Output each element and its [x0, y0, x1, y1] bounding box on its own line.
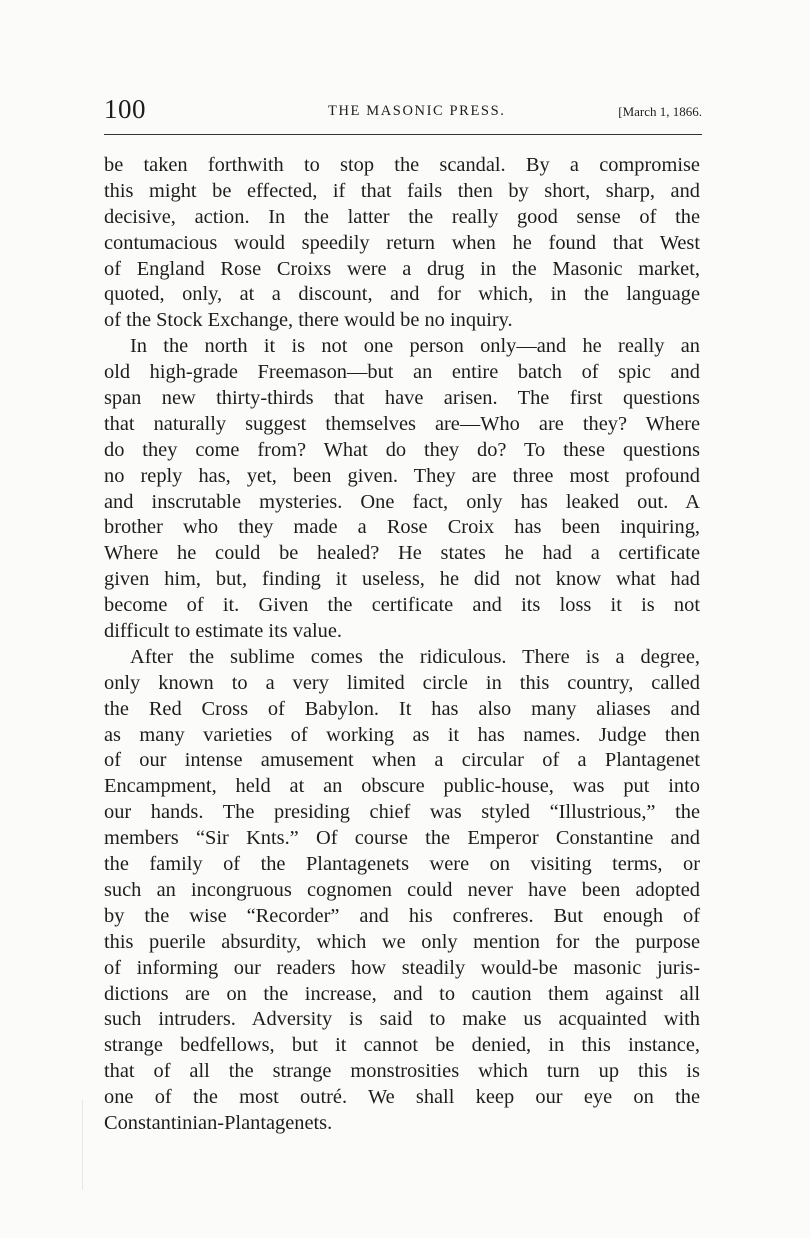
page-edge-mark [82, 1100, 83, 1190]
text-line: brother who they made a Rose Croix has been inquiring, [104, 516, 700, 539]
text-line: this puerile absurdity, which we only mention for the purpose [104, 930, 700, 953]
text-line: of the Stock Exchange, there would be no inquiry. [104, 309, 513, 332]
paragraph-1 [104, 153, 700, 334]
text-line: given him, but, finding it useless, he did not know what had [104, 568, 700, 591]
paragraph-3 [104, 645, 700, 1137]
text-line: do they come from? What do they do? To these questions [104, 438, 700, 461]
text-line: and inscrutable mysteries. One fact, only has leaked out. A [104, 490, 700, 513]
text-line: In the north it is not one person only—and he really an [130, 335, 700, 358]
text-line: the Red Cross of Babylon. It has also many aliases and [104, 697, 700, 720]
text-line: Where he could be healed? He states he had a certificate [104, 542, 700, 565]
running-header [104, 92, 702, 132]
text-line: of our intense amusement when a circular of a Plantagenet [104, 749, 700, 772]
text-line: that of all the strange monstrosities which turn up this is [104, 1060, 700, 1083]
text-line: become of it. Given the certificate and its loss it is not [104, 594, 700, 617]
text-line: After the sublime comes the ridiculous. There is a degree, [130, 645, 700, 668]
text-line: the family of the Plantagenets were on visiting terms, or [104, 853, 700, 876]
text-line: one of the most outré. We shall keep our eye on the [104, 1086, 700, 1109]
text-line: such an incongruous cognomen could never have been adopted [104, 878, 700, 901]
text-line: that naturally suggest themselves are—Who are they? Where [104, 412, 700, 435]
text-line: contumacious would speedily return when he found that West [104, 231, 700, 254]
journal-title: THE MASONIC PRESS. [328, 103, 506, 119]
text-line: members “Sir Knts.” Of course the Emperor Constantine and [104, 827, 700, 850]
text-line: of England Rose Croixs were a drug in the Masonic market, [104, 257, 700, 280]
text-line: no reply has, yet, been given. They are three most profound [104, 464, 700, 487]
text-line: Constantinian-Plantagenets. [104, 1111, 333, 1134]
text-line: span new thirty-thirds that have arisen. The first questions [104, 387, 700, 410]
page-number: 100 [104, 94, 146, 124]
text-line: such intruders. Adversity is said to make us acquainted with [104, 1008, 700, 1031]
paragraph-2 [104, 334, 700, 645]
text-line: as many varieties of working as it has names. Judge then [104, 723, 700, 746]
text-line: old high-grade Freemason—but an entire batch of spic and [104, 361, 700, 384]
text-line: quoted, only, at a discount, and for which, in the language [104, 283, 700, 306]
article-body [104, 153, 700, 1137]
text-line: difficult to estimate its value. [104, 620, 343, 643]
issue-date: [March 1, 1866. [618, 104, 702, 119]
text-line: our hands. The presiding chief was styled “Illustrious,” the [104, 801, 700, 824]
text-line: decisive, action. In the latter the really good sense of the [104, 205, 700, 228]
header-rule [104, 134, 702, 135]
text-line: be taken forthwith to stop the scandal. By a compromise [104, 154, 700, 176]
text-line: this might be effected, if that fails then by short, sharp, and [104, 179, 700, 202]
text-line: dictions are on the increase, and to caution them against all [104, 982, 700, 1005]
text-line: only known to a very limited circle in this country, called [104, 671, 700, 694]
text-line: of informing our readers how steadily would-be masonic juris- [104, 956, 700, 979]
text-line: Encampment, held at an obscure public-house, was put into [104, 775, 700, 798]
text-line: by the wise “Recorder” and his confreres. But enough of [104, 904, 700, 927]
text-line: strange bedfellows, but it cannot be denied, in this instance, [104, 1034, 700, 1057]
